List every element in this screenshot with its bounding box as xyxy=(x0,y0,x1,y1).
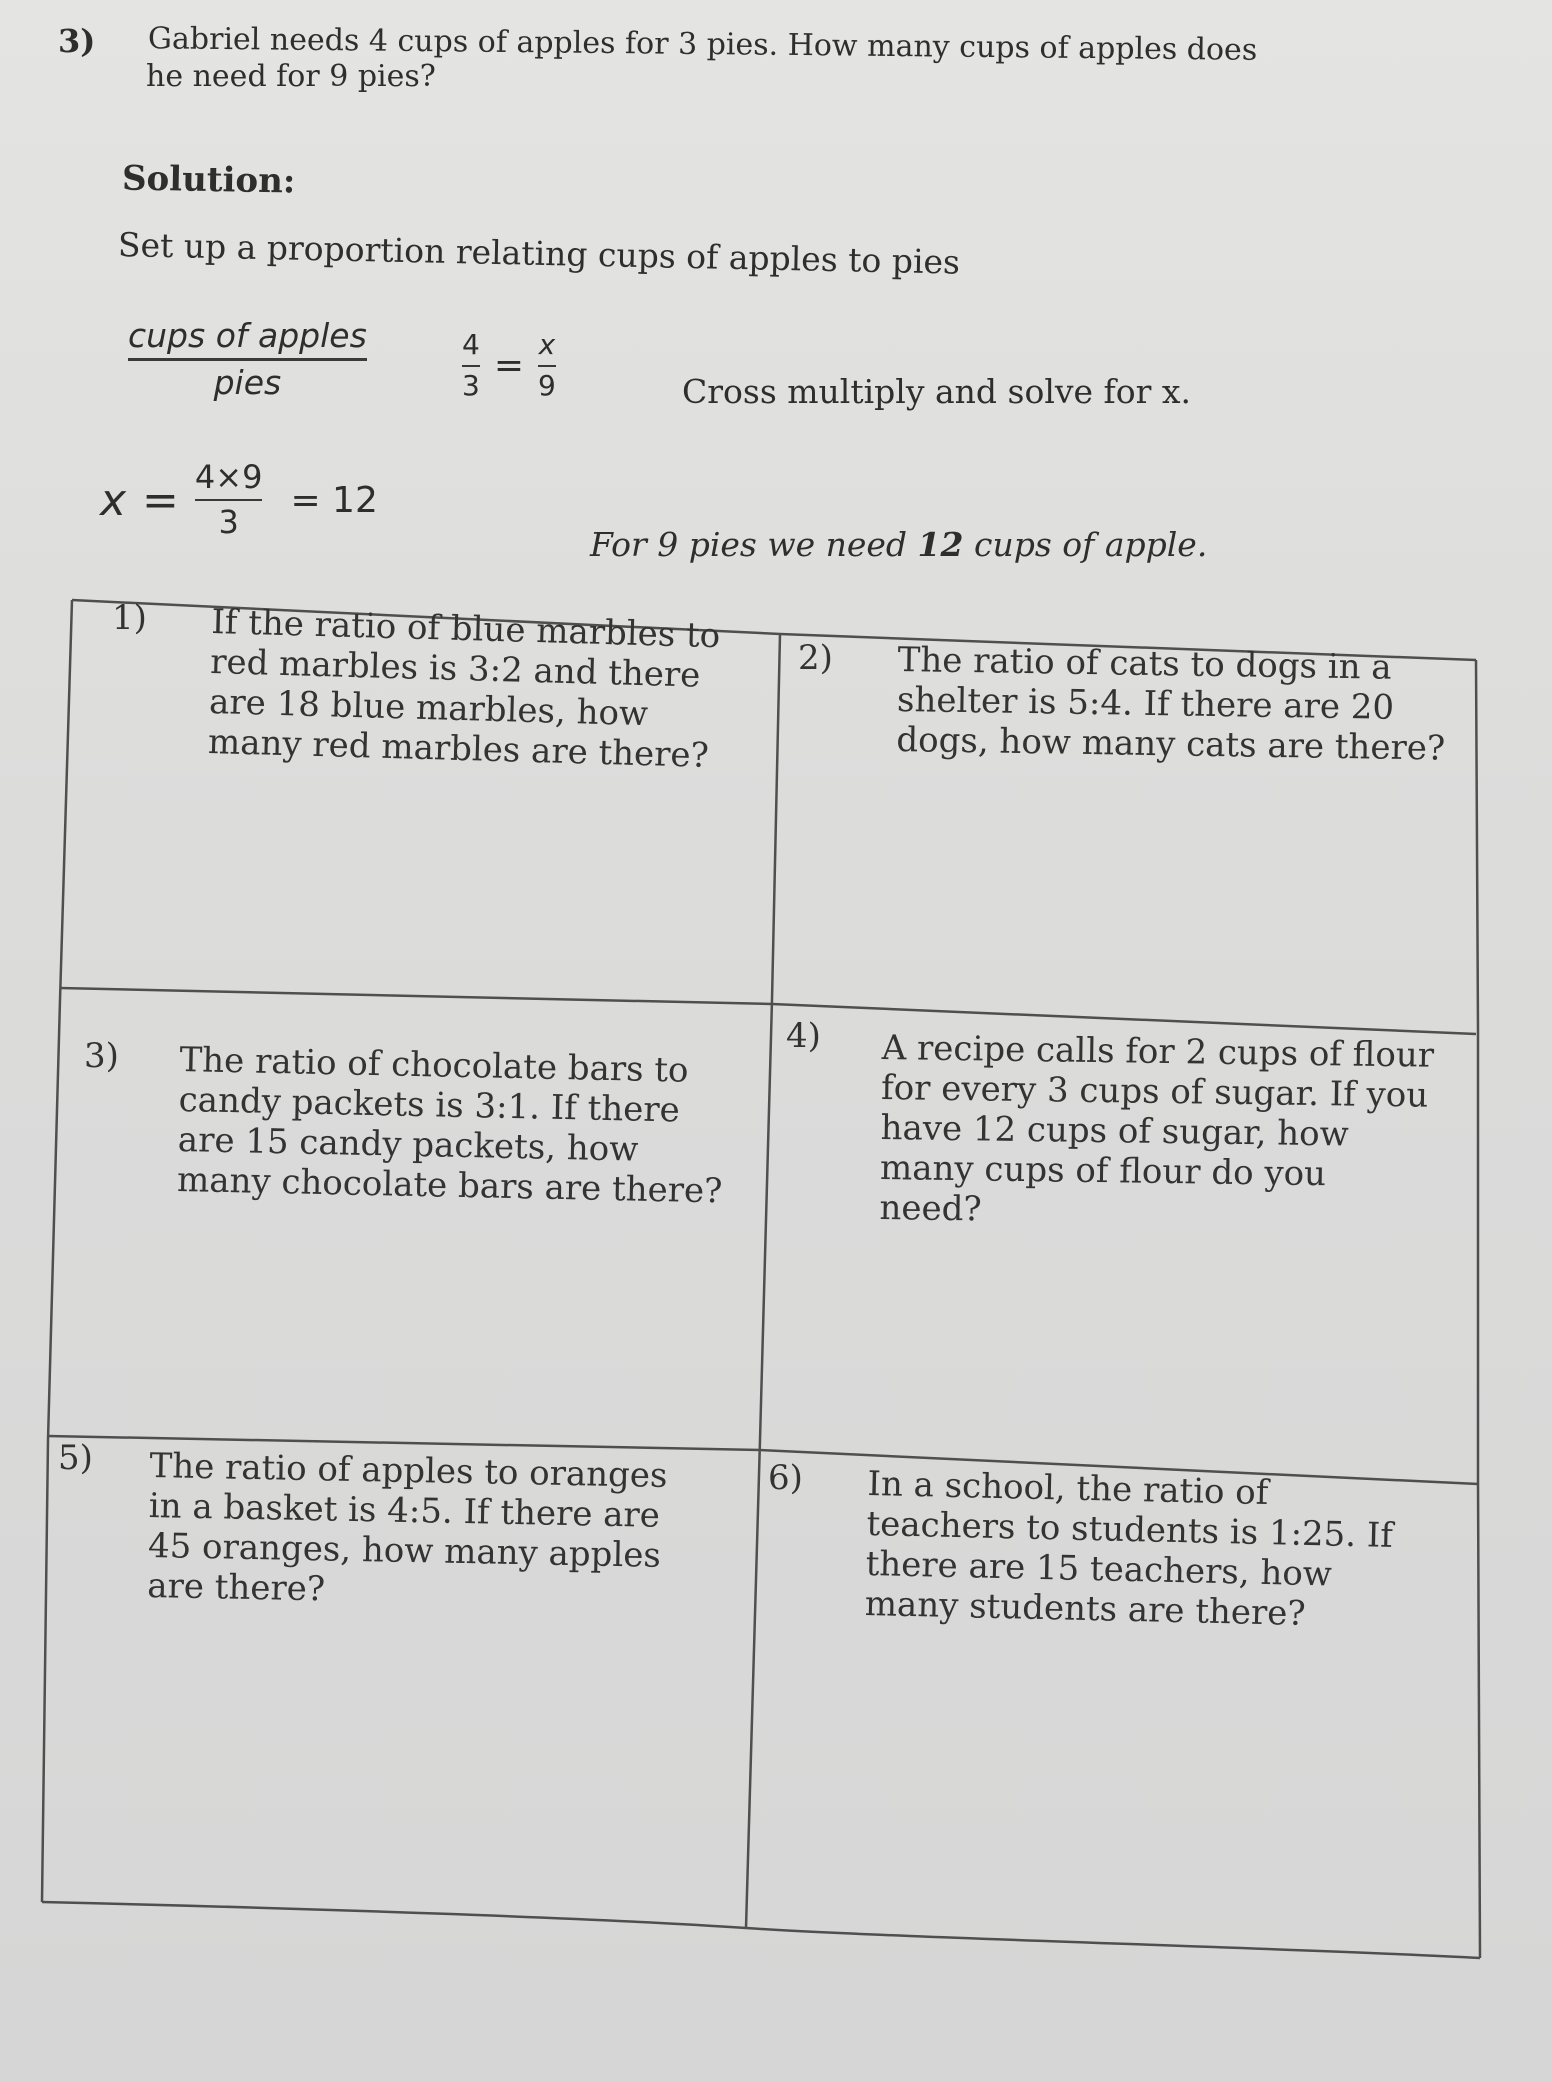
proportion-right-numerator: x xyxy=(538,328,556,361)
problem-4-text: A recipe calls for 2 cups of flour for every 3 cups of sugar. If you have 12 cups of sugar, how many cups of flour do you need? xyxy=(879,1028,1435,1230)
problem-5-text: The ratio of apples to oranges in a basket is 4:5. If there are 45 oranges, how many apples are there? xyxy=(146,1446,668,1610)
solve-variable: x xyxy=(100,474,127,526)
problem-3-text: The ratio of chocolate bars to candy packets is 3:1. If there are 15 candy packets, how many chocolate bars are there? xyxy=(176,1040,723,1212)
example-question-line1: Gabriel needs 4 cups of apples for 3 pies. How many cups of apples does xyxy=(147,21,1258,68)
example-question-line2: he need for 9 pies? xyxy=(146,59,436,94)
answer-sentence: For 9 pies we need 12 cups of apple. xyxy=(590,525,1208,564)
problem-6-text: In a school, the ratio of teachers to students is 1:25. If there are 15 teachers, how many students are there? xyxy=(864,1464,1394,1634)
problem-2-number: 2) xyxy=(798,638,833,678)
proportion-left-denominator: 3 xyxy=(462,368,480,402)
problem-5-number: 5) xyxy=(58,1438,93,1478)
problem-2-text: The ratio of cats to dogs in a shelter is 5:4. If there are 20 dogs, how many cats are there? xyxy=(896,640,1446,769)
answer-value: 12 xyxy=(917,525,964,564)
problem-6-number: 6) xyxy=(768,1458,803,1498)
equals-sign: = xyxy=(493,345,524,387)
solution-label: Solution: xyxy=(121,158,296,202)
equals-sign: = xyxy=(142,474,179,526)
proportion-left-numerator: 4 xyxy=(462,328,480,361)
proportion-right-denominator: 9 xyxy=(538,368,556,402)
ratio-label-denominator: pies xyxy=(213,363,282,403)
cross-multiply-note: Cross multiply and solve for x. xyxy=(682,372,1191,411)
ratio-label-numerator: cups of apples xyxy=(128,316,367,355)
problem-1-text: If the ratio of blue marbles to red marbles is 3:2 and there are 18 blue marbles, how many red marbles are there? xyxy=(207,602,721,776)
problem-1-number: 1) xyxy=(112,598,147,638)
solve-result: = 12 xyxy=(290,479,378,521)
problem-4-number: 4) xyxy=(786,1016,821,1056)
example-number: 3) xyxy=(58,22,96,60)
setup-text: Set up a proportion relating cups of apples to pies xyxy=(117,225,961,282)
problem-3-number: 3) xyxy=(84,1036,119,1076)
solve-numerator: 4×9 xyxy=(194,458,263,496)
solve-denominator: 3 xyxy=(218,503,239,542)
